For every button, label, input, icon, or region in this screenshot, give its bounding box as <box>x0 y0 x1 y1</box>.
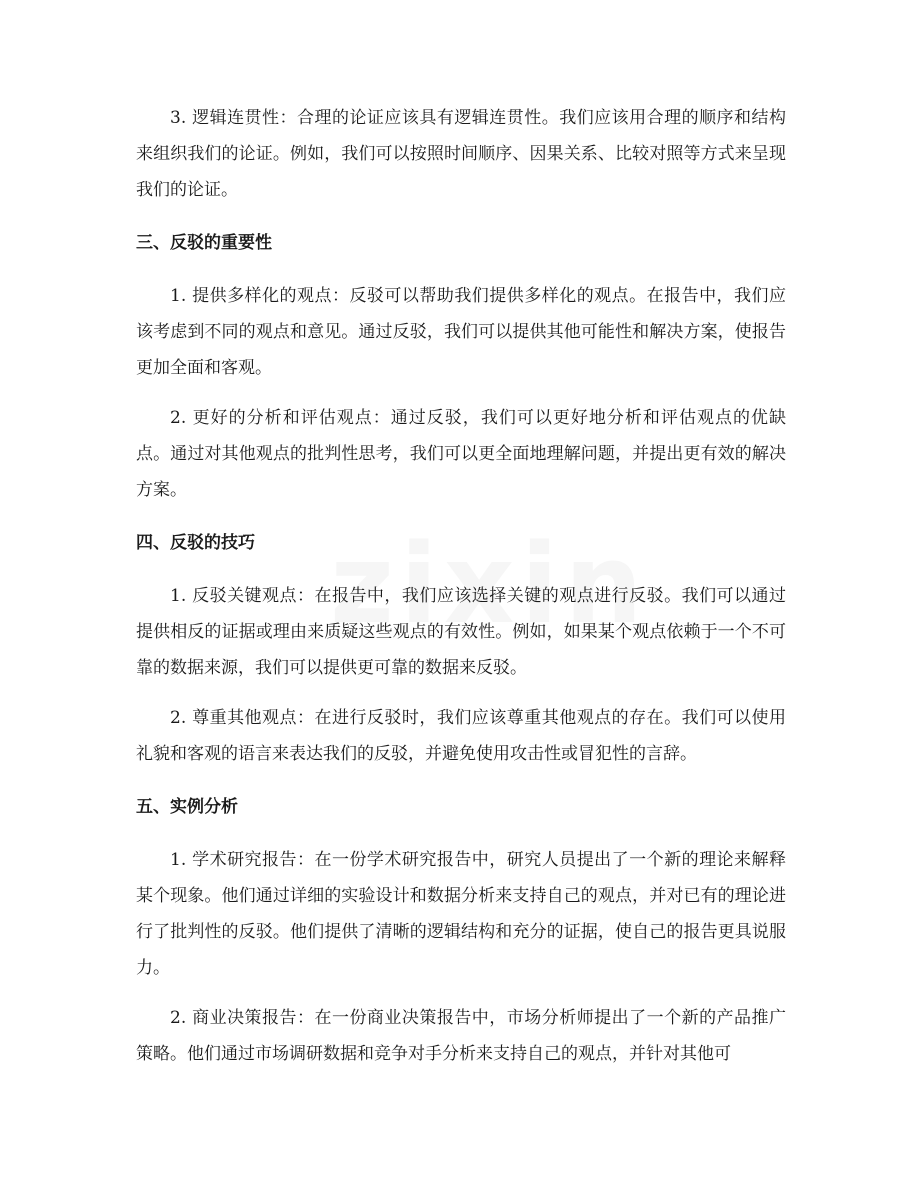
paragraph-academic-report: 1. 学术研究报告：在一份学术研究报告中，研究人员提出了一个新的理论来解释某个现象。他们通过详细的实验设计和数据分析来支持自己的观点，并对已有的理论进行了批判性的反驳。他们提供了清晰的逻辑结构和充分的证据，使自己的报告更具说服力。 <box>136 850 786 978</box>
paragraph-better-analysis: 2. 更好的分析和评估观点：通过反驳，我们可以更好地分析和评估观点的优缺点。通过对其他观点的批判性思考，我们可以更全面地理解问题，并提出更有效的解决方案。 <box>136 408 786 500</box>
section-heading-5: 五、实例分析 <box>136 797 238 817</box>
paragraph-respect-views: 2. 尊重其他观点：在进行反驳时，我们应该尊重其他观点的存在。我们可以使用礼貌和客观的语言来表达我们的反驳，并避免使用攻击性或冒犯性的言辞。 <box>136 708 786 764</box>
paragraph-diverse-views: 1. 提供多样化的观点：反驳可以帮助我们提供多样化的观点。在报告中，我们应该考虑到不同的观点和意见。通过反驳，我们可以提供其他可能性和解决方案，使报告更加全面和客观。 <box>136 286 786 378</box>
document-page <box>136 100 786 1072</box>
paragraph-logical-coherence: 3. 逻辑连贯性：合理的论证应该具有逻辑连贯性。我们应该用合理的顺序和结构来组织我们的论证。例如，我们可以按照时间顺序、因果关系、比较对照等方式来呈现我们的论证。 <box>136 108 786 200</box>
section-heading-4: 四、反驳的技巧 <box>136 533 255 553</box>
section-heading-3: 三、反驳的重要性 <box>136 233 272 253</box>
paragraph-business-report: 2. 商业决策报告：在一份商业决策报告中，市场分析师提出了一个新的产品推广策略。他们通过市场调研数据和竞争对手分析来支持自己的观点，并针对其他可 <box>136 1008 786 1064</box>
paragraph-key-points: 1. 反驳关键观点：在报告中，我们应该选择关键的观点进行反驳。我们可以通过提供相反的证据或理由来质疑这些观点的有效性。例如，如果某个观点依赖于一个不可靠的数据来源，我们可以提供更可靠的数据来反驳。 <box>136 586 786 678</box>
